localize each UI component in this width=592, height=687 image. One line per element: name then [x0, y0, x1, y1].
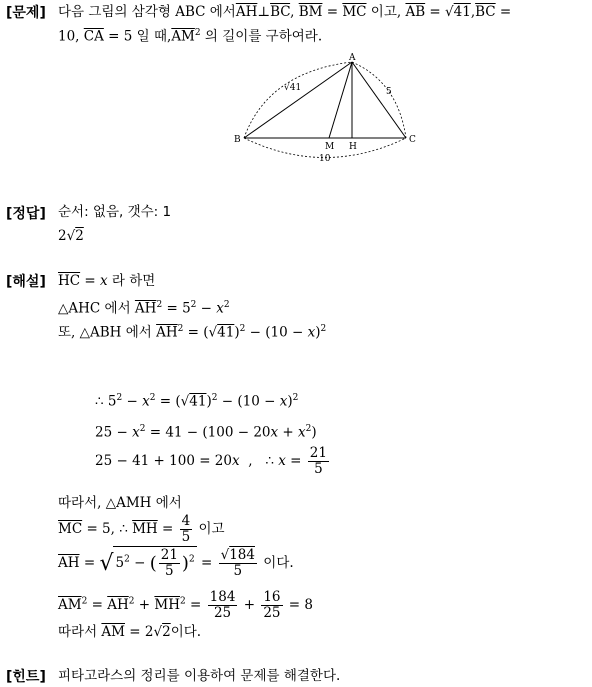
vertex-label-b: B [234, 135, 241, 145]
solution-line-4: ∴ $5^2 - x^2 = (√41)^2 - (10 - x)^2$ [95, 393, 299, 410]
problem-text-line2: 10, $\overline{CA} = 5$ 일 때$,\overline{AM}^2$ 의 길이를 구하여라. [58, 28, 323, 45]
edge-label-bc: 10 [319, 154, 331, 164]
hint-label: [힌트] [6, 669, 46, 685]
problem-text-line1-content: 다음 그림의 삼각형 ABC 에서$\overline{AH}\perp\overline{BC}$, $\overline{BM} = \overline{MC}$ 이고, $\overline{AB} = √41,\overline{BC}$ = [58, 4, 512, 20]
solution-line-10: $\overline{AM}^2 = \overline{AH}^2 + \overline{MH}^2$ = $\frac{184}{25}$ + $\frac{16}{25}$ = 8 [58, 589, 313, 621]
answer-line1: 순서: 없음, 갯수: 1 [58, 204, 172, 220]
answer-line2: 2√2 [58, 228, 84, 244]
solution-line-6: 25 − 41 + 100 = 20x , ∴ x = $\frac{21}{5}$ [95, 445, 327, 477]
edge-label-ab: √41 [284, 83, 302, 93]
vertex-label-h: H [349, 142, 357, 152]
solution-line-7: 따라서, △AMH 에서 [58, 495, 182, 511]
solution-line-2: △AHC 에서 $\overline{AH}^2 = 5^2 - x^2$ [58, 300, 230, 317]
side-ac [352, 62, 406, 138]
solution-line-11: 따라서 $\overline{AM} = 2√2$이다. [58, 624, 202, 640]
triangle-figure [228, 52, 428, 167]
vertex-label-a: A [349, 53, 356, 63]
hint-text: 피타고라스의 정리를 이용하여 문제를 해결한다. [58, 668, 341, 684]
solution-label: [해설] [6, 274, 46, 290]
answer-label: [정답] [6, 206, 46, 222]
vertex-label-c: C [409, 135, 416, 145]
edge-label-ac: 5 [386, 87, 392, 97]
problem-label: [문제] [6, 5, 46, 21]
vertex-label-m: M [325, 142, 335, 152]
solution-line-5: $25 - x^2 = 41 - (100 - 20x + x^2)$ [95, 424, 317, 441]
problem-text-line1 [58, 3, 511, 21]
solution-line-8: $\overline{MC} = 5$, ∴ $\overline{MH}$ = $\frac{4}{5}$ 이고 [58, 513, 225, 545]
solution-line-1: $\overline{HC} = x$ 라 하면 [58, 273, 156, 289]
side-ab [244, 62, 352, 138]
solution-line-9: $\overline{AH}$ = √ $5^2$ − ( $\frac{21}{5}$ )$^2$ = $\frac{√184}{5}$ 이다. [58, 547, 294, 579]
solution-line-3: 또, △ABH 에서 $\overline{AH}^2 = (√41)^2 - (10 - x)^2$ [58, 324, 327, 341]
median-am [329, 62, 352, 138]
